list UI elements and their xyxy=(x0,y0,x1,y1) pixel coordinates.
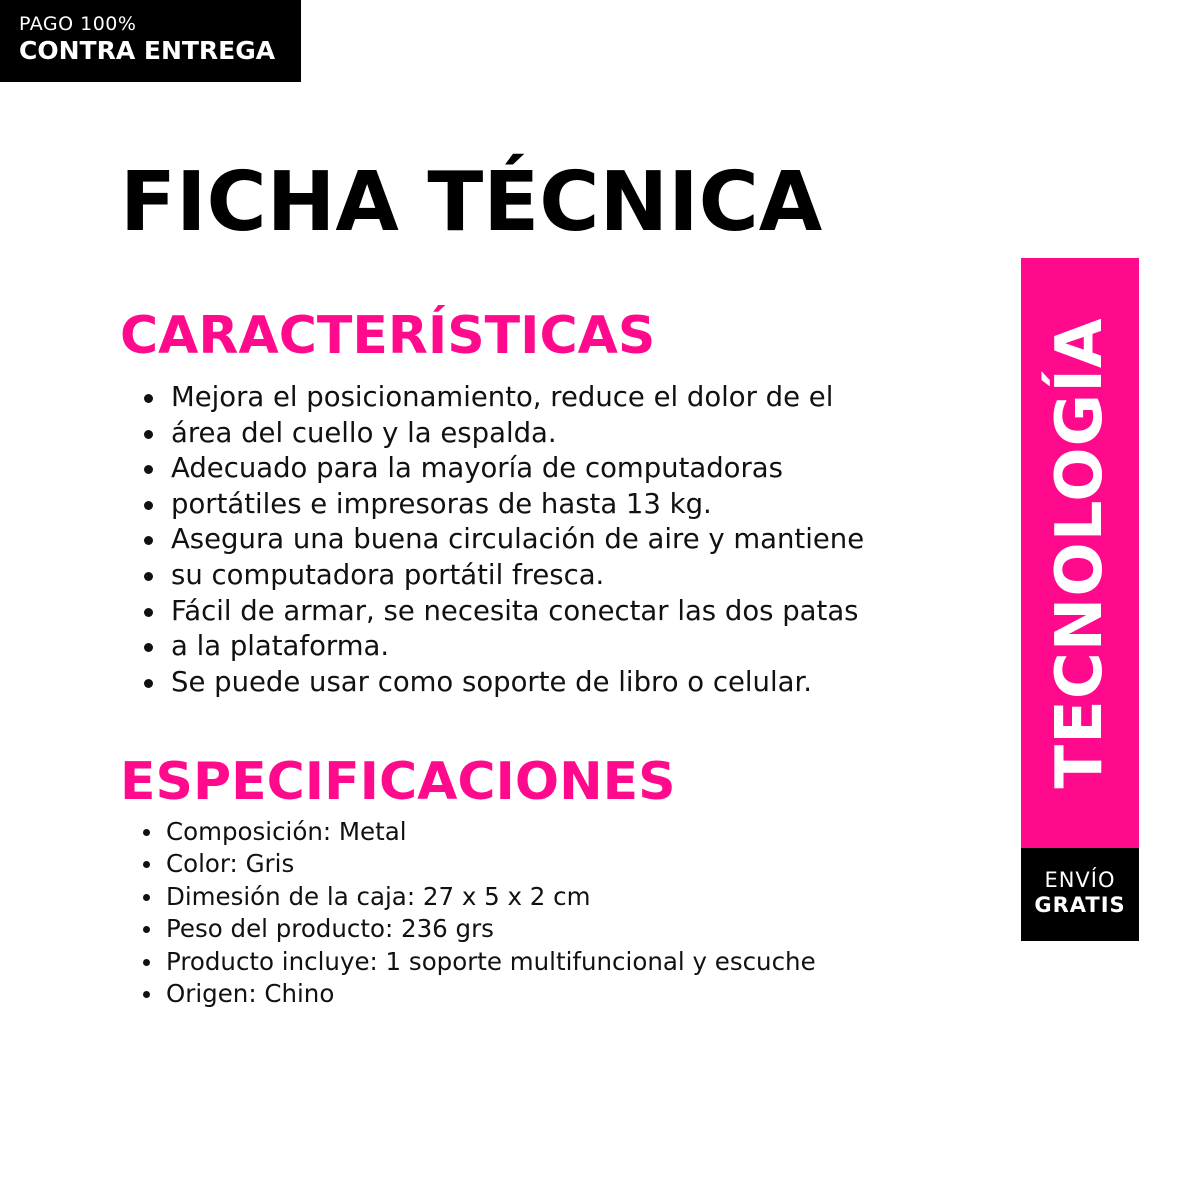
list-item: portátiles e impresoras de hasta 13 kg. xyxy=(140,487,864,523)
payment-badge xyxy=(0,0,301,82)
shipping-badge-line2: GRATIS xyxy=(1034,893,1126,917)
list-item: Fácil de armar, se necesita conectar las dos patas xyxy=(140,594,864,630)
caracteristicas-list xyxy=(140,380,864,700)
list-item: Color: Gris xyxy=(140,848,816,880)
list-item: Peso del producto: 236 grs xyxy=(140,913,816,945)
list-item: Dimesión de la caja: 27 x 5 x 2 cm xyxy=(140,881,816,913)
list-item: Adecuado para la mayoría de computadoras xyxy=(140,451,864,487)
category-banner-label: TECNOLOGÍA xyxy=(1043,317,1117,789)
shipping-badge xyxy=(1021,848,1139,941)
caracteristicas-heading: CARACTERÍSTICAS xyxy=(120,306,656,366)
list-item: Origen: Chino xyxy=(140,978,816,1010)
list-item: Composición: Metal xyxy=(140,816,816,848)
especificaciones-list xyxy=(140,816,816,1010)
list-item: a la plataforma. xyxy=(140,629,864,665)
list-item: Producto incluye: 1 soporte multifuncional y escuche xyxy=(140,946,816,978)
page-title: FICHA TÉCNICA xyxy=(120,155,823,250)
payment-badge-line2: CONTRA ENTREGA xyxy=(19,36,276,65)
shipping-badge-line1: ENVÍO xyxy=(1044,868,1116,892)
list-item: área del cuello y la espalda. xyxy=(140,416,864,452)
category-banner xyxy=(1021,258,1139,848)
payment-badge-line1: PAGO 100% xyxy=(19,13,137,35)
list-item: Se puede usar como soporte de libro o celular. xyxy=(140,665,864,701)
list-item: su computadora portátil fresca. xyxy=(140,558,864,594)
especificaciones-heading: ESPECIFICACIONES xyxy=(120,752,676,812)
list-item: Asegura una buena circulación de aire y mantiene xyxy=(140,522,864,558)
list-item: Mejora el posicionamiento, reduce el dolor de el xyxy=(140,380,864,416)
